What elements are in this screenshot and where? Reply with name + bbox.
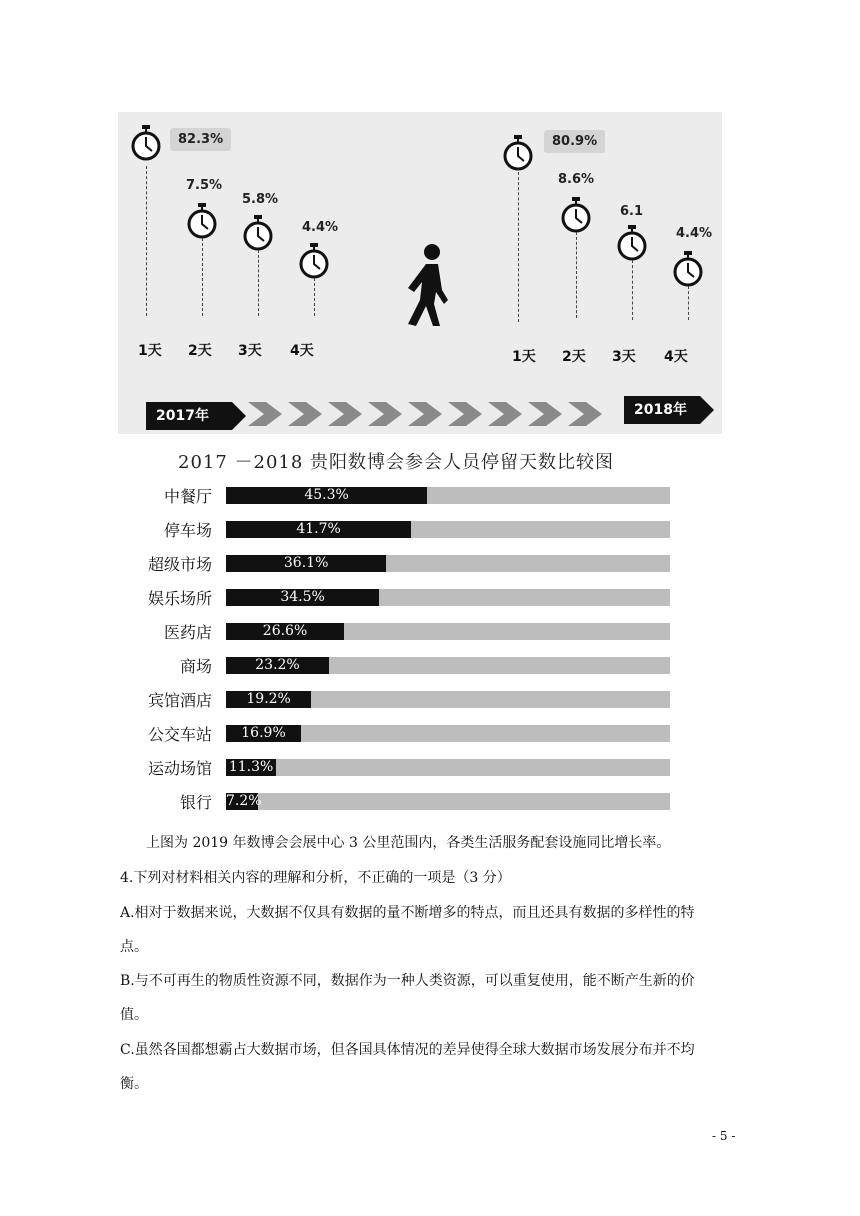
- bar-category-label: 超级市场: [147, 555, 212, 574]
- pct-2017-day2: 7.5%: [186, 178, 223, 193]
- chevron-right-icon: [528, 402, 562, 426]
- bar-track: [226, 793, 670, 810]
- bar-category-label: 运动场馆: [147, 759, 212, 778]
- facility-growth-bar-chart: [120, 480, 680, 820]
- pct-2017-day1: 82.3%: [170, 128, 231, 151]
- bar-value-label: 11.3%: [228, 759, 274, 775]
- chart-title: 2017 －2018 贵阳数博会参会人员停留天数比较图: [178, 452, 615, 473]
- bar-category-label: 银行: [179, 793, 212, 812]
- dash-line: [576, 232, 577, 318]
- bar-category-label: 停车场: [163, 521, 212, 540]
- bar-value-label: 7.2%: [226, 793, 262, 809]
- bar-value-label: 45.3%: [304, 487, 349, 503]
- bar-category-label: 公交车站: [147, 725, 212, 744]
- walking-person-icon: [400, 242, 460, 328]
- question: 4.下列对材料相关内容的理解和分析，不正确的一项是（3 分）: [120, 870, 511, 886]
- option-a-line2: 点。: [120, 939, 148, 955]
- day-label: 3天: [238, 343, 262, 359]
- bar-value-label: 41.7%: [296, 521, 341, 537]
- option-b-line2: 值。: [120, 1007, 148, 1023]
- chevron-right-icon: [248, 402, 282, 426]
- bar-category-label: 商场: [179, 657, 212, 676]
- bar-category-label: 医药店: [163, 623, 212, 642]
- day-label: 1天: [138, 343, 162, 359]
- dash-line: [688, 286, 689, 320]
- day-label: 4天: [290, 343, 314, 359]
- day-label: 3天: [612, 349, 636, 365]
- pct-2018-day3: 6.1: [620, 204, 644, 219]
- dash-line: [146, 166, 147, 316]
- pct-2017-day3: 5.8%: [242, 192, 279, 207]
- bar-value-label: 23.2%: [255, 657, 300, 673]
- dash-line: [258, 250, 259, 316]
- pct-2018-day1: 80.9%: [544, 130, 605, 153]
- dash-line: [314, 278, 315, 316]
- chevron-right-icon: [288, 402, 322, 426]
- option-b-line1: B.与不可再生的物质性资源不同，数据作为一种人类资源，可以重复使用，能不断产生新的价: [120, 973, 695, 989]
- chevron-right-icon: [328, 402, 362, 426]
- pct-2017-day4: 4.4%: [302, 220, 339, 235]
- bar-value-label: 26.6%: [262, 623, 308, 639]
- day-label: 4天: [664, 349, 688, 365]
- stopwatch-icon: [502, 134, 534, 176]
- dash-line: [202, 238, 203, 316]
- bar-category-label: 宾馆酒店: [147, 691, 212, 710]
- option-c-line2: 衡。: [120, 1076, 148, 1092]
- chevron-right-icon: [408, 402, 442, 426]
- option-a-line1: A.相对于数据来说，大数据不仅具有数据的量不断增多的特点，而且还具有数据的多样性的特: [120, 905, 695, 921]
- bar-value-label: 36.1%: [283, 555, 329, 571]
- bar-value-label: 16.9%: [241, 725, 286, 741]
- caption: 上图为 2019 年数博会会展中心 3 公里范围内，各类生活服务配套设施同比增长率。: [146, 835, 671, 851]
- day-label: 1天: [512, 349, 536, 365]
- bar-track: [226, 759, 670, 776]
- chevron-right-icon: [488, 402, 522, 426]
- arrow-tip-icon: [700, 396, 714, 424]
- chevron-right-icon: [368, 402, 402, 426]
- bar-value-label: 34.5%: [280, 589, 325, 605]
- day-label: 2天: [562, 349, 586, 365]
- chevron-right-icon: [568, 402, 602, 426]
- pct-2018-day4: 4.4%: [676, 226, 713, 241]
- day-label: 2天: [188, 343, 212, 359]
- chevron-right-icon: [448, 402, 482, 426]
- pct-2018-day2: 8.6%: [558, 172, 595, 187]
- bar-category-label: 中餐厅: [163, 487, 212, 506]
- arrow-tip-icon: [232, 402, 246, 430]
- dash-line: [632, 260, 633, 320]
- page-number: - 5 -: [712, 1129, 736, 1143]
- bar-category-label: 娱乐场所: [147, 589, 212, 608]
- stay-days-infographic: [118, 112, 722, 434]
- bar-value-label: 19.2%: [246, 691, 291, 707]
- stopwatch-icon: [130, 124, 162, 166]
- dash-line: [518, 172, 519, 322]
- year-2017-label: 2017年: [146, 402, 232, 430]
- year-2018-label: 2018年: [624, 396, 700, 424]
- option-c-line1: C.虽然各国都想霸占大数据市场，但各国具体情况的差异使得全球大数据市场发展分布并不均: [120, 1042, 695, 1058]
